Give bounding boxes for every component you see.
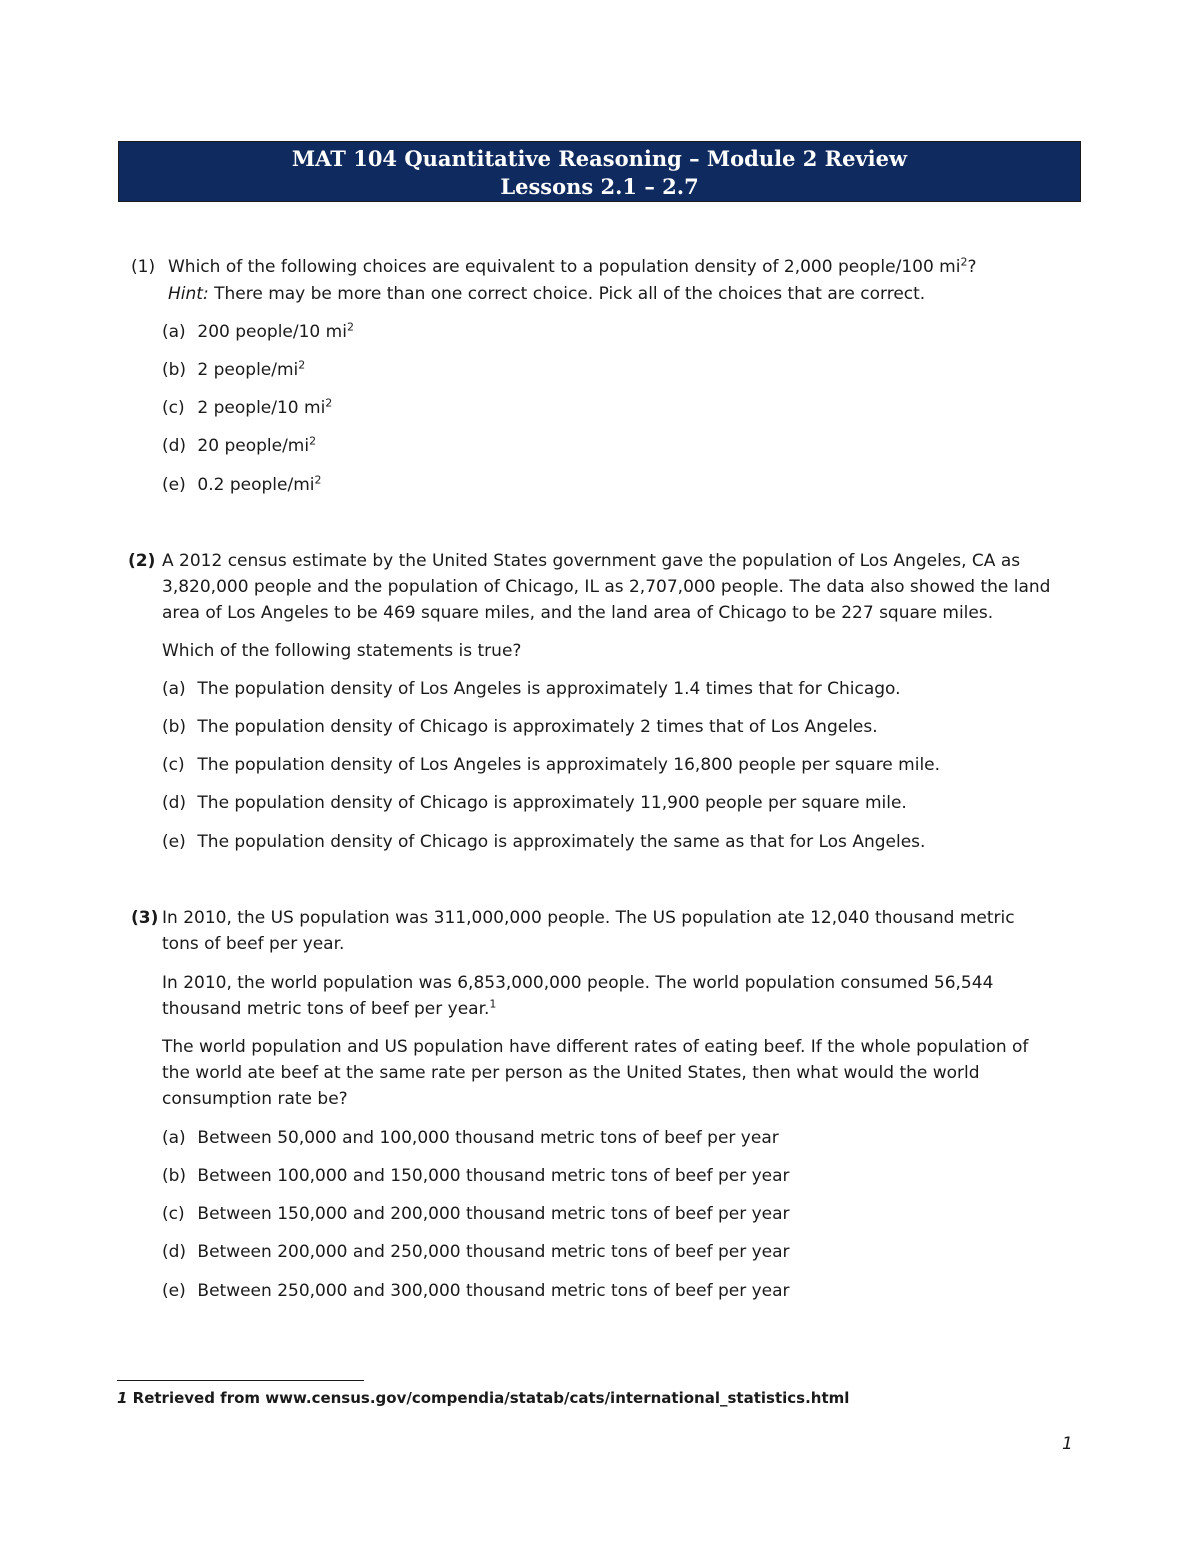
q2-option-e[interactable]: (e) The population density of Chicago is approximately the same as that for Los Angeles. — [162, 832, 926, 852]
q3-option-e[interactable]: (e) Between 250,000 and 300,000 thousand metric tons of beef per year — [162, 1281, 790, 1301]
document-title: MAT 104 Quantitative Reasoning – Module 2 Review — [291, 146, 908, 171]
document-header — [118, 141, 1081, 202]
footnote-ref[interactable]: 1 — [489, 997, 497, 1011]
q3-option-b[interactable]: (b) Between 100,000 and 150,000 thousand metric tons of beef per year — [162, 1166, 790, 1186]
q1-option-e[interactable]: (e) 0.2 people/$mi^2$ — [162, 473, 322, 495]
q1-option-c[interactable]: (c) 2 people/10 $mi^2$ — [162, 396, 333, 418]
q1-hint: Hint: There may be more than one correct choice. Pick all of the choices that are correct. — [168, 284, 926, 304]
q3-text-line: tons of beef per year. — [162, 934, 345, 954]
q3-number: (3) — [131, 908, 159, 928]
q3-text-line: In 2010, the US population was 311,000,000 people. The US population ate 12,040 thousand metric — [162, 908, 1015, 928]
footnote-text[interactable]: Retrieved from www.census.gov/compendia/statab/cats/international_statistics.html — [127, 1389, 850, 1407]
footnote — [117, 1389, 849, 1407]
q2-option-a[interactable]: (a) The population density of Los Angeles is approximately 1.4 times that for Chicago. — [162, 679, 901, 699]
q1-number: (1) — [131, 257, 156, 277]
footnote-marker: 1 — [117, 1389, 128, 1407]
q2-text-line: area of Los Angeles to be 469 square miles, and the land area of Chicago to be 227 square miles. — [162, 603, 994, 623]
q2-prompt: Which of the following statements is true? — [162, 641, 522, 661]
q2-option-b[interactable]: (b) The population density of Chicago is approximately 2 times that of Los Angeles. — [162, 717, 878, 737]
q2-option-c[interactable]: (c) The population density of Los Angeles is approximately 16,800 people per square mile. — [162, 755, 941, 775]
q1-option-a[interactable]: (a) 200 people/10 $mi^2$ — [162, 320, 354, 342]
footnote-divider — [117, 1380, 364, 1381]
q2-text-line: A 2012 census estimate by the United States government gave the population of Los Angeles, CA as — [162, 551, 1021, 571]
q2-text-line: 3,820,000 people and the population of Chicago, IL as 2,707,000 people. The data also showed the land — [162, 577, 1051, 597]
q1-option-b[interactable]: (b) 2 people/$mi^2$ — [162, 358, 306, 380]
q3-option-d[interactable]: (d) Between 200,000 and 250,000 thousand metric tons of beef per year — [162, 1242, 790, 1262]
q3-text-line: The world population and US population have different rates of eating beef. If the whole population of — [162, 1037, 1029, 1057]
q1-text: Which of the following choices are equivalent to a population density of 2,000 people/100 $mi^2$? — [168, 255, 977, 277]
q3-text-line: In 2010, the world population was 6,853,000,000 people. The world population consumed 56,544 — [162, 973, 994, 993]
document-subtitle: Lessons 2.1 – 2.7 — [500, 174, 699, 199]
page-number: 1 — [1062, 1434, 1073, 1454]
q3-text-line: consumption rate be? — [162, 1089, 348, 1109]
q3-option-a[interactable]: (a) Between 50,000 and 100,000 thousand metric tons of beef per year — [162, 1128, 779, 1148]
q2-option-d[interactable]: (d) The population density of Chicago is approximately 11,900 people per square mile. — [162, 793, 907, 813]
q1-option-d[interactable]: (d) 20 people/$mi^2$ — [162, 434, 317, 456]
q3-option-c[interactable]: (c) Between 150,000 and 200,000 thousand metric tons of beef per year — [162, 1204, 790, 1224]
q3-text-line: thousand metric tons of beef per year.$^1$ — [162, 997, 497, 1019]
q3-text-line: the world ate beef at the same rate per person as the United States, then what would the world — [162, 1063, 980, 1083]
q2-number: (2) — [128, 551, 156, 571]
